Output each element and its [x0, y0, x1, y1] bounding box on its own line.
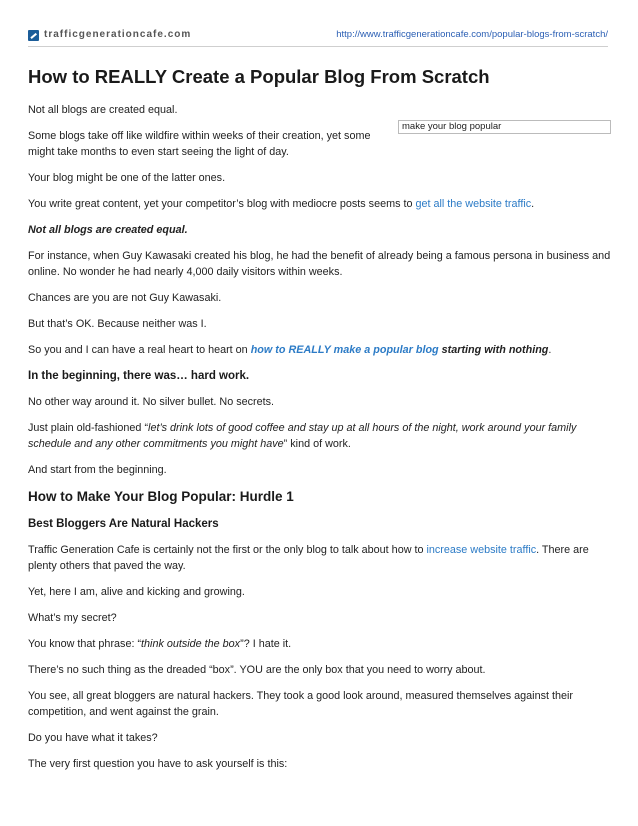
page-header — [28, 28, 608, 47]
text: Traffic Generation Cafe is certainly not the first or the only blog to talk about how to — [28, 544, 427, 556]
paragraph: Do you have what it takes? — [28, 732, 158, 744]
paragraph: But that’s OK. Because neither was I. — [28, 318, 207, 330]
paragraph: No other way around it. No silver bullet. No secrets. — [28, 396, 275, 408]
paragraph: Chances are you are not Guy Kawasaki. — [28, 292, 222, 304]
section-heading: How to Make Your Blog Popular: Hurdle 1 — [28, 489, 294, 504]
increase-traffic-link[interactable]: increase website traffic — [426, 544, 537, 556]
paragraph: You see, all great bloggers are natural hackers. They took a good look around, measured themselves against their competition, and went against the grain. — [28, 690, 573, 718]
paragraph — [28, 542, 612, 574]
paragraph — [28, 420, 612, 452]
site-brand — [28, 28, 191, 42]
site-name: trafficgenerationcafe.com — [44, 29, 192, 40]
paragraph — [28, 222, 612, 238]
paragraph: What’s my secret? — [28, 612, 117, 624]
italic-text: think outside the box — [141, 638, 241, 650]
text: . — [548, 344, 552, 356]
emphasis-text: Not all blogs are created equal. — [28, 224, 188, 236]
text: You write great content, yet your competitor’s blog with mediocre posts seems to — [28, 198, 416, 210]
paragraph — [28, 636, 612, 652]
paragraph: The very first question you have to ask yourself is this: — [28, 758, 288, 770]
article-title: How to REALLY Create a Popular Blog From Scratch — [28, 66, 490, 87]
paragraph: Not all blogs are created equal. — [28, 104, 178, 116]
text: ”? I hate it. — [240, 638, 292, 650]
text: ” kind of work. — [283, 438, 351, 450]
italic-text: let’s drink lots of good coffee and stay up at all hours of the night, work around your family schedule and any other commitments you might have — [28, 422, 577, 450]
text: You know that phrase: “ — [28, 638, 142, 650]
text: . There are plenty others that paved the way. — [28, 544, 589, 572]
text: So you and I can have a real heart to heart on — [28, 344, 251, 356]
traffic-link[interactable]: get all the website traffic — [415, 198, 532, 210]
image-caption-box: make your blog popular — [398, 120, 611, 134]
article-body — [28, 64, 612, 782]
subsection-heading: Best Bloggers Are Natural Hackers — [28, 518, 219, 530]
paragraph: There’s no such thing as the dreaded “box”. YOU are the only box that you need to worry about. — [28, 664, 486, 676]
page-url[interactable]: http://www.trafficgenerationcafe.com/popular-blogs-from-scratch/ — [336, 29, 608, 40]
paragraph: And start from the beginning. — [28, 464, 167, 476]
emphasis-text: starting with nothing — [438, 344, 549, 356]
paragraph — [28, 342, 612, 358]
text: Just plain old-fashioned “ — [28, 422, 149, 434]
paragraph: Yet, here I am, alive and kicking and growing. — [28, 586, 245, 598]
site-logo-icon — [28, 30, 39, 41]
paragraph — [28, 196, 612, 212]
popular-blog-link[interactable]: how to REALLY make a popular blog — [250, 344, 439, 356]
paragraph: Your blog might be one of the latter ones. — [28, 172, 226, 184]
section-heading: In the beginning, there was… hard work. — [28, 370, 250, 382]
paragraph: For instance, when Guy Kawasaki created his blog, he had the benefit of already being a famous persona in business and online. No wonder he had nearly 4,000 daily visitors within weeks. — [28, 250, 611, 278]
text: . — [531, 198, 535, 210]
paragraph: Some blogs take off like wildfire within weeks of their creation, yet some might take months to even start seeing the light of day. — [28, 130, 371, 158]
